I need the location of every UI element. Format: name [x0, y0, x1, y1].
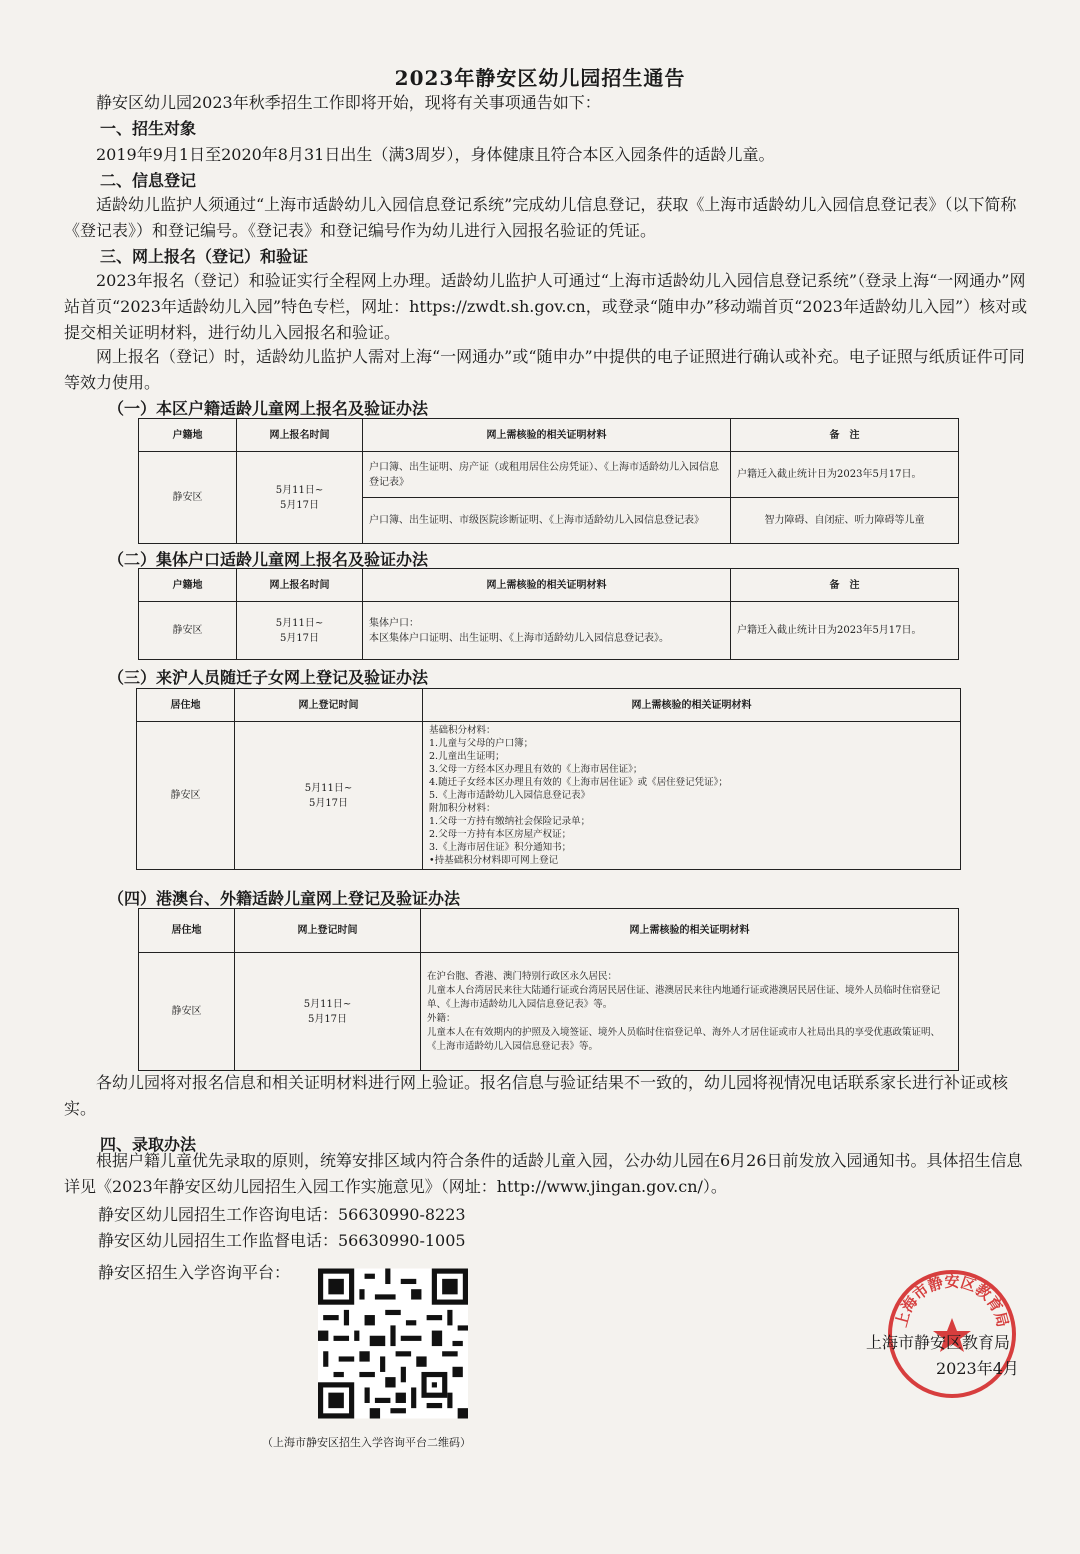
materials-cell: 基础积分材料： 1.儿童与父母的户口簿； 2.儿童出生证明； 3.父母一方经本区办理且有效的《上海市居住证》； 4.随迁子女经本区办理且有效的《上海市居住证》或《居住登记凭证》； 5.《上海市适龄幼儿入园信息登记表》 附加积分材料： 1.父母一方持有缴纳社会保险记录单； 2.父母一方持有本区房屋产权证； 3.《上海市居住证》积分通知书； •持基础积分材料即可网上登记	[423, 722, 961, 870]
table-4	[138, 908, 959, 1071]
place-cell: 静安区	[139, 602, 237, 660]
signature-date: 2023年4月	[936, 1359, 1019, 1378]
table-1	[138, 418, 959, 544]
time-cell: 5月11日~ 5月17日	[237, 602, 363, 660]
table-row	[139, 452, 959, 498]
supervise-phone: 静安区幼儿园招生工作监督电话：56630990-1005	[98, 1231, 466, 1250]
materials-cell: 户口簿、出生证明、市级医院诊断证明、《上海市适龄幼儿入园信息登记表》	[363, 498, 731, 544]
place-cell: 静安区	[139, 452, 237, 544]
materials-cell: 户口簿、出生证明、房产证（或租用居住公房凭证）、《上海市适龄幼儿入园信息登记表》	[363, 452, 731, 498]
page-title: 2023年静安区幼儿园招生通告	[394, 66, 686, 90]
header-cell: 网上报名时间	[237, 569, 363, 602]
header-cell: 居住地	[137, 689, 235, 722]
header-cell: 网上需核验的相关证明材料	[363, 419, 731, 452]
section-1-text: 2019年9月1日至2020年8月31日出生（满3周岁），身体健康且符合本区入园条件的适龄儿童。	[96, 145, 775, 164]
header-cell: 网上登记时间	[235, 909, 421, 953]
table-3	[136, 688, 961, 870]
section-2-heading: 二、信息登记	[100, 171, 197, 190]
table-row	[139, 602, 959, 660]
place-cell: 静安区	[137, 722, 235, 870]
intro-paragraph: 静安区幼儿园2023年秋季招生工作即将开始，现将有关事项通告如下：	[96, 93, 601, 112]
header-cell: 网上报名时间	[237, 419, 363, 452]
time-cell: 5月11日~ 5月17日	[235, 953, 421, 1071]
stamp-text: 上海市静安区教育局	[892, 1272, 1012, 1330]
header-cell: 户籍地	[139, 569, 237, 602]
table-header-row	[137, 689, 961, 722]
note-cell: 智力障碍、自闭症、听力障碍等儿童	[731, 498, 959, 544]
table-4-caption: （四）港澳台、外籍适龄儿童网上登记及验证办法	[108, 889, 461, 908]
place-cell: 静安区	[139, 953, 235, 1071]
header-cell: 备 注	[731, 569, 959, 602]
section-1-heading: 一、招生对象	[100, 119, 197, 138]
note-cell: 户籍迁入截止统计日为2023年5月17日。	[731, 452, 959, 498]
table-header-row	[139, 569, 959, 602]
section-3-heading: 三、网上报名（登记）和验证	[100, 247, 309, 266]
consult-phone: 静安区幼儿园招生工作咨询电话：56630990-8223	[98, 1205, 466, 1224]
time-cell: 5月11日~ 5月17日	[237, 452, 363, 544]
signature-organization: 上海市静安区教育局	[866, 1333, 1011, 1352]
note-cell: 户籍迁入截止统计日为2023年5月17日。	[731, 602, 959, 660]
header-cell: 网上需核验的相关证明材料	[421, 909, 959, 953]
header-cell: 网上需核验的相关证明材料	[363, 569, 731, 602]
qr-caption: （上海市静安区招生入学咨询平台二维码）	[262, 1436, 471, 1449]
table-row	[137, 722, 961, 870]
time-cell: 5月11日~ 5月17日	[235, 722, 423, 870]
verification-paragraph: 各幼儿园将对报名信息和相关证明材料进行网上验证。报名信息与验证结果不一致的，幼儿园将视情况电话联系家长进行补证或核实。	[64, 1073, 1009, 1118]
table-2	[138, 568, 959, 660]
header-cell: 备 注	[731, 419, 959, 452]
table-header-row	[139, 909, 959, 953]
section-4-text: 根据户籍儿童优先录取的原则，统筹安排区域内符合条件的适龄儿童入园，公办幼儿园在6月26日前发放入园通知书。具体招生信息详见《2023年静安区幼儿园招生入园工作实施意见》（网址：http://www.jingan.gov.cn/）。	[64, 1151, 1023, 1196]
header-cell: 网上登记时间	[235, 689, 423, 722]
qr-code[interactable]	[318, 1266, 468, 1421]
platform-label: 静安区招生入学咨询平台：	[98, 1263, 291, 1282]
table-1-caption: （一）本区户籍适龄儿童网上报名及验证办法	[108, 399, 429, 418]
section-3-text-2: 网上报名（登记）时，适龄幼儿监护人需对上海“一网通办”或“随申办”中提供的电子证照进行确认或补充。电子证照与纸质证件可同等效力使用。	[64, 347, 1025, 392]
header-cell: 网上需核验的相关证明材料	[423, 689, 961, 722]
section-4-heading: 四、录取办法	[100, 1135, 197, 1154]
section-3-text-1: 2023年报名（登记）和验证实行全程网上办理。适龄幼儿监护人可通过“上海市适龄幼儿入园信息登记系统”（登录上海“一网通办”网站首页“2023年适龄幼儿入园”特色专栏，网址：https://zwdt.sh.gov.cn，或登录“随申办”移动端首页“2023年适龄幼儿入园”）核对或提交相关证明材料，进行幼儿入园报名和验证。	[64, 271, 1028, 342]
header-cell: 居住地	[139, 909, 235, 953]
table-row	[139, 953, 959, 1071]
section-2-text: 适龄幼儿监护人须通过“上海市适龄幼儿入园信息登记系统”完成幼儿信息登记，获取《上海市适龄幼儿入园信息登记表》（以下简称《登记表》）和登记编号。《登记表》和登记编号作为幼儿进行入园报名验证的凭证。	[64, 195, 1017, 240]
materials-cell: 集体户口： 本区集体户口证明、出生证明、《上海市适龄幼儿入园信息登记表》。	[363, 602, 731, 660]
materials-cell: 在沪台胞、香港、澳门特别行政区永久居民： 儿童本人台湾居民来往大陆通行证或台湾居民居住证、港澳居民来往内地通行证或港澳居民居住证、境外人员临时住宿登记单、《上海市适龄幼儿入园信息登记表》等。 外籍： 儿童本人在有效期内的护照及入境签证、境外人员临时住宿登记单、海外人才居住证或市人社局出具的享受优惠政策证明、《上海市适龄幼儿入园信息登记表》等。	[421, 953, 959, 1071]
header-cell: 户籍地	[139, 419, 237, 452]
table-2-caption: （二）集体户口适龄儿童网上报名及验证办法	[108, 550, 429, 569]
table-3-caption: （三）来沪人员随迁子女网上登记及验证办法	[108, 668, 429, 687]
table-header-row	[139, 419, 959, 452]
